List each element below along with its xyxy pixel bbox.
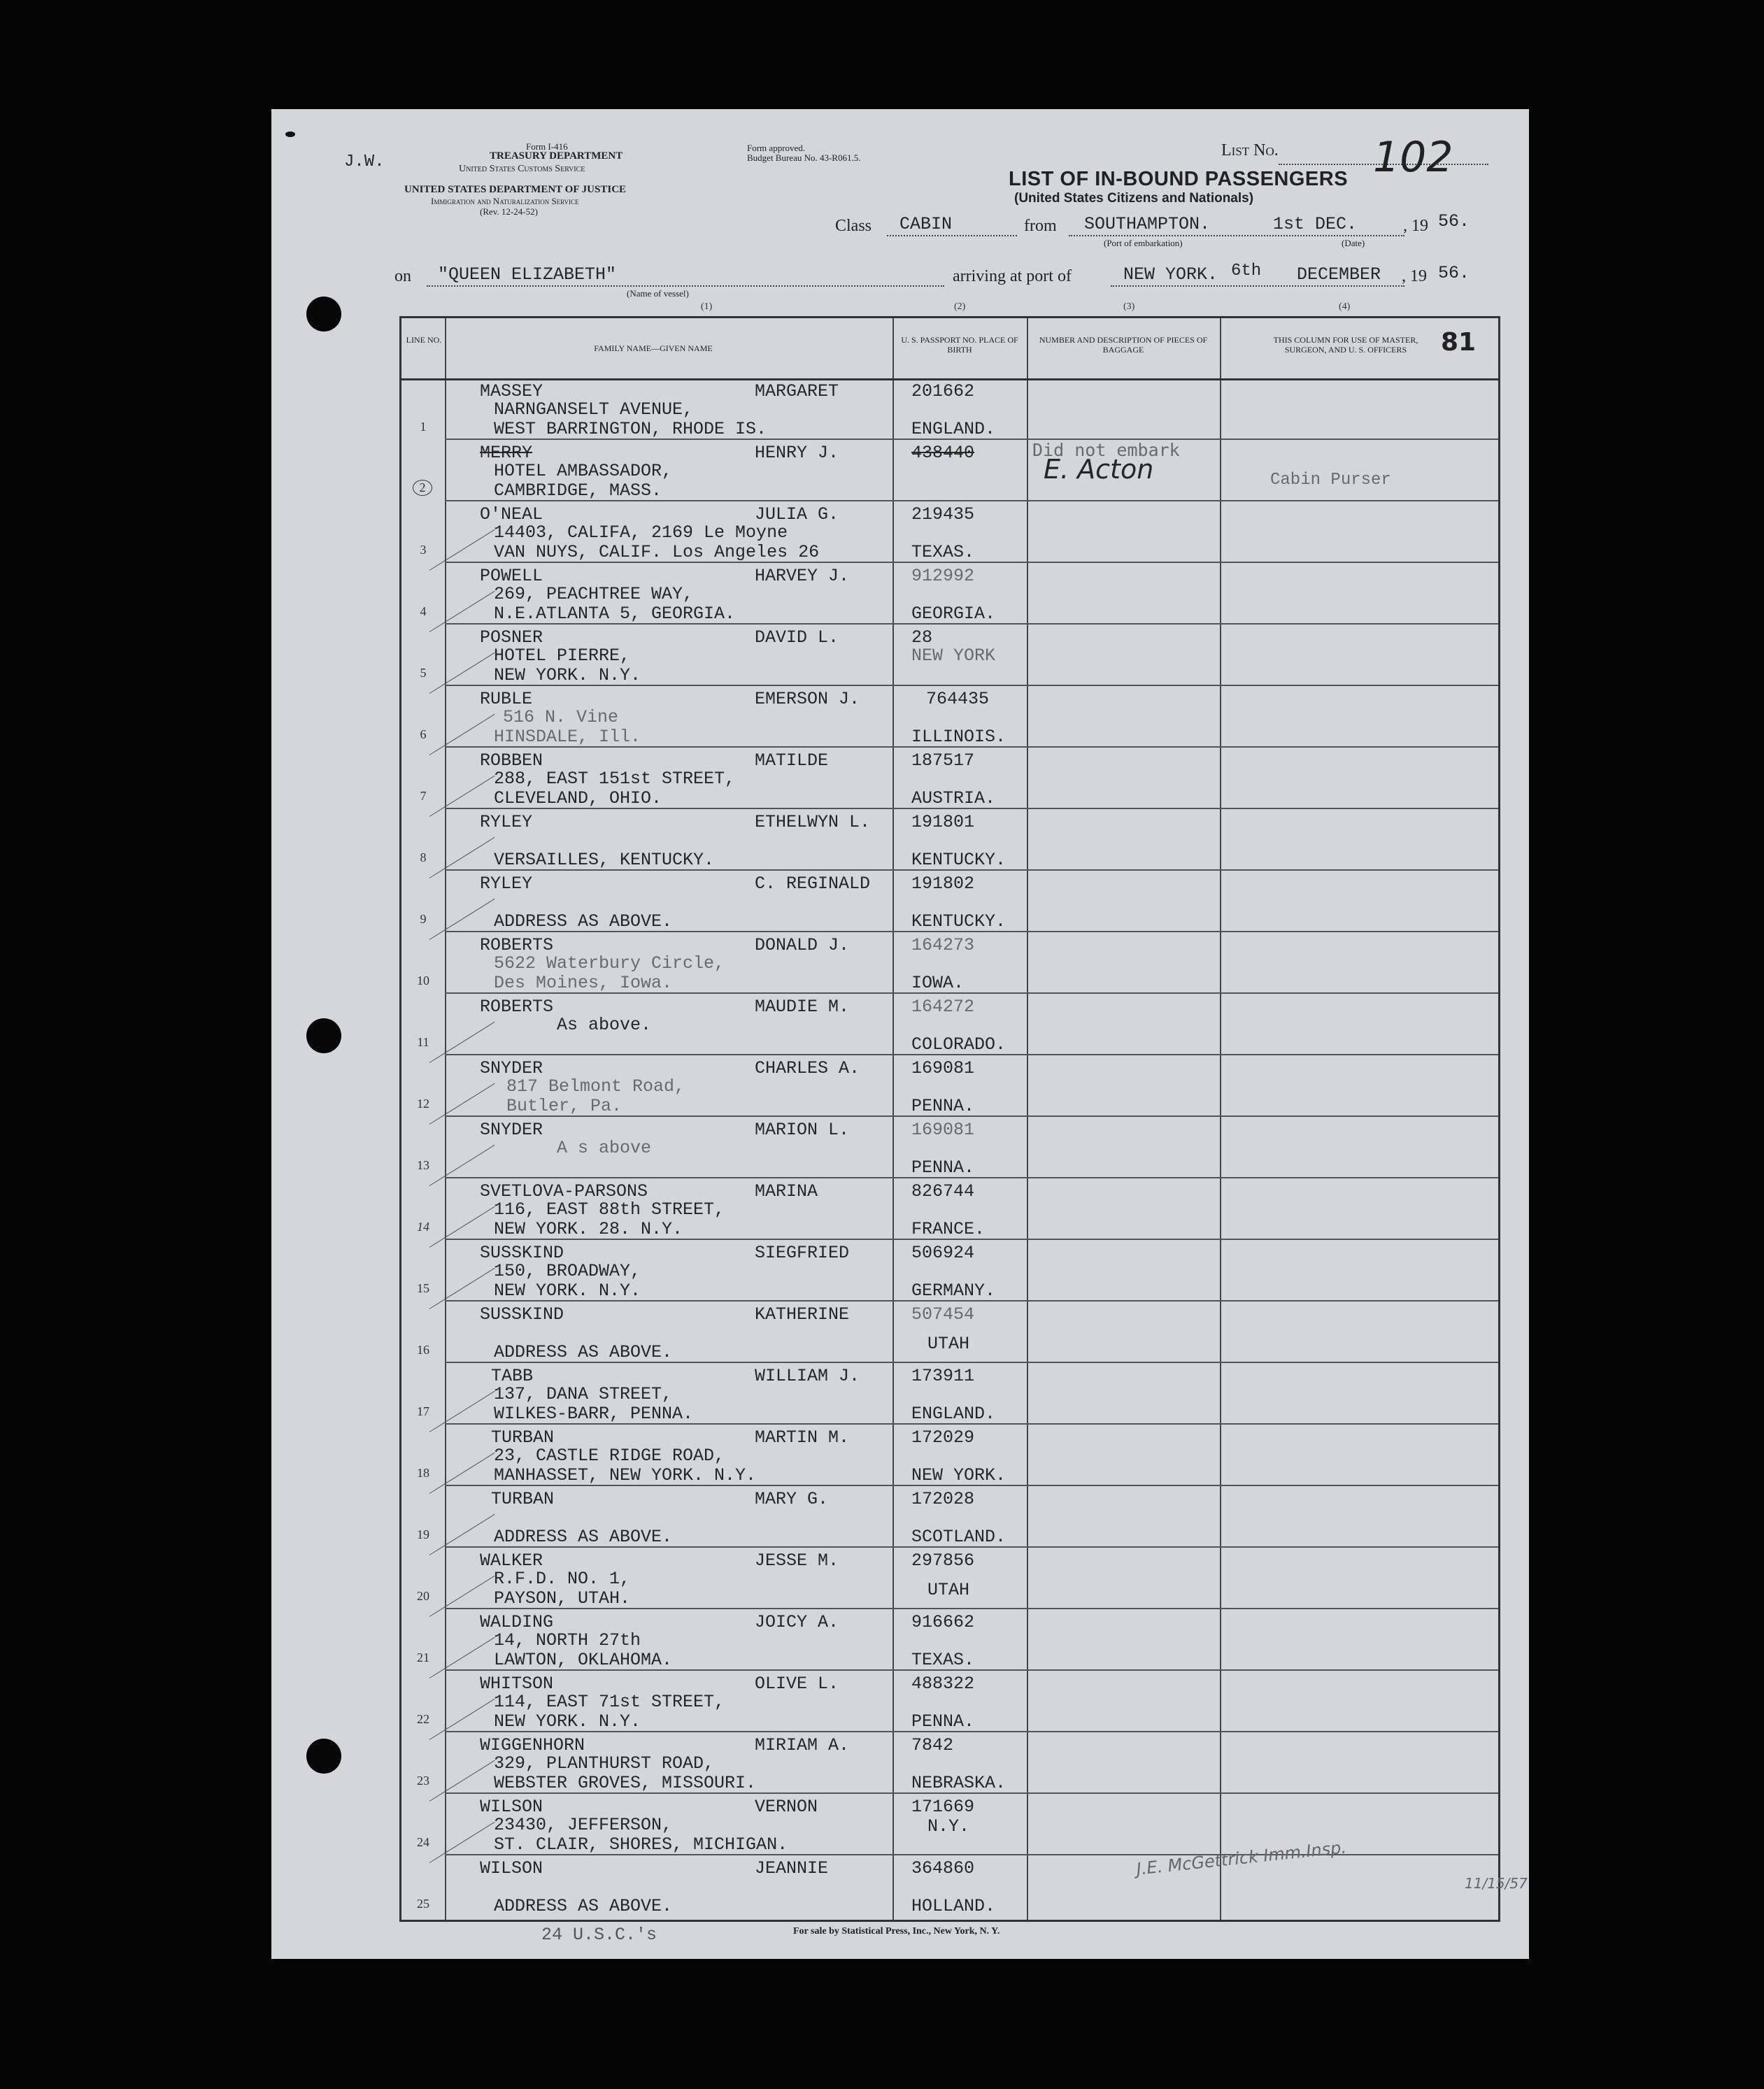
embark-year: 56. [1438,211,1470,231]
address-line-2: WEBSTER GROVES, MISSOURI. [494,1773,757,1793]
given-name: MARION L. [755,1120,850,1140]
given-name: MARTIN M. [755,1427,850,1448]
address-line-2: LAWTON, OKLAHOMA. [494,1650,673,1670]
address-line-1: 116, EAST 88th STREET, [494,1199,725,1220]
passport-number: 187517 [911,750,975,771]
line-number: 3 [420,543,427,557]
address-line-1: 516 N. Vine [503,707,619,727]
passport-number: 364860 [911,1858,975,1878]
line-number: 8 [420,850,427,864]
list-number-label: List No. [1221,141,1279,159]
family-name: WALKER [480,1550,543,1571]
place-of-birth: KENTUCKY. [911,850,1007,870]
address-line-1: 288, EAST 151st STREET, [494,769,736,789]
family-name: ROBBEN [480,750,543,771]
address-line-2: ADDRESS AS ABOVE. [494,1342,673,1362]
punch-hole-middle [306,1018,341,1053]
family-name: WIGGENHORN [480,1735,585,1755]
passenger-row [401,1055,1498,1117]
header-passport: U. S. PASSPORT NO. PLACE OF BIRTH [901,335,1018,355]
address-line-2: VERSAILLES, KENTUCKY. [494,850,715,870]
passport-number: 297856 [911,1550,975,1571]
passenger-row [401,932,1498,994]
passenger-row [401,1671,1498,1732]
line-number: 23 [417,1774,429,1788]
place-of-birth: KENTUCKY. [911,911,1007,932]
passenger-row [401,1363,1498,1425]
from-label: from [1024,217,1057,235]
place-of-birth: FRANCE. [911,1219,986,1239]
family-name: SNYDER [480,1058,543,1078]
passenger-row [401,1486,1498,1548]
arrival-port: NEW YORK. [1123,264,1218,285]
address-line-2: MANHASSET, NEW YORK. N.Y. [494,1465,757,1485]
passenger-row [401,1240,1498,1302]
passport-number: 191801 [911,812,975,832]
given-name: JOICY A. [755,1612,839,1632]
place-of-birth: PENNA. [911,1711,975,1732]
place-of-birth: COLORADO. [911,1034,1007,1055]
line-number: 14 [417,1220,429,1234]
address-line-1: 5622 Waterbury Circle, [494,953,725,974]
family-name: WILSON [480,1858,543,1878]
line-number: 15 [417,1281,429,1295]
passenger-row [401,748,1498,809]
table-header [401,318,1498,380]
punch-hole-bottom [306,1739,341,1774]
given-name: MARINA [755,1181,818,1202]
passport-number: 172028 [911,1489,975,1509]
line-number: 17 [417,1404,429,1418]
line-number: 22 [417,1712,429,1726]
address-line-1: 114, EAST 71st STREET, [494,1692,725,1712]
address-line-2: PAYSON, UTAH. [494,1588,631,1609]
line-number: 20 [417,1589,429,1603]
address-line-1: 137, DANA STREET, [494,1384,673,1404]
line-number: 16 [417,1343,429,1357]
line-number: 9 [420,912,427,926]
port-embarkation-caption: (Port of embarkation) [1104,238,1183,248]
given-name: VERNON [755,1797,818,1817]
place-of-birth: UTAH [927,1334,970,1354]
family-name: RUBLE [480,689,533,709]
given-name: DONALD J. [755,935,850,955]
address-line-2: Des Moines, Iowa. [494,973,673,993]
family-name: ROBERTS [480,997,554,1017]
address-line-1: 23, CASTLE RIDGE ROAD, [494,1446,725,1466]
passport-number: 488322 [911,1674,975,1694]
vessel-underline [427,285,944,287]
place-of-birth: ENGLAND. [911,1404,996,1424]
family-name: MERRY [480,443,533,463]
address-line-2: CAMBRIDGE, MASS. [494,480,662,501]
passenger-row [401,809,1498,871]
family-name: SVETLOVA-PARSONS [480,1181,648,1202]
ink-smudge [285,131,295,137]
family-name: RYLEY [480,812,533,832]
embark-underline [1069,235,1404,236]
punch-hole-top [306,297,341,331]
passport-number: 7842 [911,1735,954,1755]
given-name: HENRY J. [755,443,839,463]
place-of-birth: IOWA. [911,973,965,993]
given-name: JESSE M. [755,1550,839,1571]
inspector-date: 11/15/57 [1465,1875,1528,1892]
place-of-birth: GEORGIA. [911,604,996,624]
header-name: FAMILY NAME—GIVEN NAME [594,343,713,353]
place-of-birth: AUSTRIA. [911,788,996,808]
table-stamp-number: 81 [1441,328,1477,357]
family-name: TURBAN [491,1489,555,1509]
family-name: TURBAN [491,1427,555,1448]
given-name: MARY G. [755,1489,829,1509]
line-number: 5 [420,666,427,680]
passport-number: 169081 [911,1120,975,1140]
passenger-row [401,686,1498,748]
embarkation-port: SOUTHAMPTON. [1084,214,1211,234]
column-number-4: (4) [1339,301,1351,312]
line-number: 10 [417,974,429,988]
given-name: MAUDIE M. [755,997,850,1017]
did-not-embark-note: Did not embark [1032,440,1180,460]
family-name: MASSEY [480,381,543,401]
passenger-row [401,625,1498,686]
passenger-manifest-sheet [271,109,1529,1959]
line-number: 2 [413,480,432,496]
passport-number: 171669 [911,1797,975,1817]
clerk-initials: J.W. [344,152,385,171]
class-label: Class [835,217,872,235]
arrival-day: 6th [1231,262,1262,280]
line-number: 21 [417,1650,429,1664]
given-name: SIEGFRIED [755,1243,850,1263]
passenger-row [401,1117,1498,1178]
place-of-birth: SCOTLAND. [911,1527,1007,1547]
given-name: DAVID L. [755,627,839,648]
line-number: 4 [420,604,427,618]
inspector-signature: J.E. McGettrick Imm.Insp. [1135,1837,1348,1879]
family-name: WILSON [480,1797,543,1817]
given-name: EMERSON J. [755,689,860,709]
purser-signature: E. Acton [1044,454,1154,485]
address-line-2: ADDRESS AS ABOVE. [494,1896,673,1916]
family-name: POSNER [480,627,543,648]
class-underline [887,235,1017,236]
place-of-birth: N.Y. [927,1816,970,1837]
customs-service: United States Customs Service [459,164,585,174]
place-of-birth: NEBRASKA. [911,1773,1007,1793]
address-line-2: Butler, Pa. [506,1096,623,1116]
passenger-row [401,871,1498,932]
header-line-no: LINE NO. [406,335,442,345]
given-name: KATHERINE [755,1304,850,1325]
cabin-purser-label: Cabin Purser [1270,471,1391,490]
passport-number: 164272 [911,997,975,1017]
place-of-birth: HOLLAND. [911,1896,996,1916]
address-line-2: WEST BARRINGTON, RHODE IS. [494,419,767,439]
address-line-1: HOTEL AMBASSADOR, [494,461,673,481]
address-line-2: CLEVELAND, OHIO. [494,788,662,808]
form-number: Form I-416 [526,141,568,152]
address-line-1: R.F.D. NO. 1, [494,1569,631,1589]
line-number: 12 [417,1097,429,1111]
family-name: WHITSON [480,1674,554,1694]
passport-number: 826744 [911,1181,975,1202]
passenger-row [401,440,1498,501]
place-of-birth: NEW YORK. [911,1465,1007,1485]
family-name: WALDING [480,1612,554,1632]
passport-number: 201662 [911,381,975,401]
given-name: ETHELWYN L. [755,812,871,832]
line-number: 6 [420,727,427,741]
passport-number: 28 [911,627,933,648]
passport-number: 191802 [911,874,975,894]
address-line-2: NEW YORK. 28. N.Y. [494,1219,683,1239]
column-number-2: (2) [954,301,966,312]
place-of-birth: GERMANY. [911,1281,996,1301]
family-name: TABB [491,1366,534,1386]
total-count: 24 U.S.C.'s [541,1925,657,1945]
address-line-1: 817 Belmont Road, [506,1076,685,1097]
given-name: JULIA G. [755,504,839,525]
budget-bureau-number: Budget Bureau No. 43-R061.5. [747,152,861,163]
address-line-2: VAN NUYS, CALIF. Los Angeles 26 [494,542,820,562]
address-line-1: 329, PLANTHURST ROAD, [494,1753,715,1774]
passenger-row [401,1732,1498,1794]
given-name: MARGARET [755,381,839,401]
given-name: JEANNIE [755,1858,829,1878]
arrival-underline [1111,285,1404,287]
place-of-birth: PENNA. [911,1157,975,1178]
line-number: 13 [417,1158,429,1172]
form-revision: (Rev. 12-24-52) [480,206,538,217]
year-prefix-1: , 19 [1403,217,1428,235]
manifest-subtitle: (United States Citizens and Nationals) [1014,191,1254,206]
immigration-service: Immigration and Naturalization Service [431,196,579,206]
header-baggage: NUMBER AND DESCRIPTION OF PIECES OF BAGGAGE [1039,335,1208,355]
address-line-1: 269, PEACHTREE WAY, [494,584,694,604]
year-prefix-2: , 19 [1402,267,1427,285]
arrival-month: DECEMBER [1297,264,1381,285]
family-name: POWELL [480,566,543,586]
address-line-1: 23430, JEFFERSON, [494,1815,673,1835]
line-number: 1 [420,420,427,434]
passenger-row [401,1609,1498,1671]
passenger-row [401,378,1498,440]
passenger-row [401,501,1498,563]
family-name: SNYDER [480,1120,543,1140]
line-number: 25 [417,1897,429,1911]
embarkation-date: 1st DEC. [1273,214,1358,234]
family-name: O'NEAL [480,504,543,525]
passport-number: 916662 [911,1612,975,1632]
date-caption: (Date) [1342,238,1365,248]
address-line-2: N.E.ATLANTA 5, GEORGIA. [494,604,736,624]
address-line-1: 14403, CALIFA, 2169 Le Moyne [494,522,788,543]
passport-number: 164273 [911,935,975,955]
line-number: 18 [417,1466,429,1480]
address-line-2: ADDRESS AS ABOVE. [494,1527,673,1547]
place-of-birth: TEXAS. [911,542,975,562]
form-approved: Form approved. [747,143,806,153]
passport-number: 764435 [926,689,990,709]
address-line-2: NEW YORK. N.Y. [494,665,641,685]
given-name: CHARLES A. [755,1058,860,1078]
address-line-2: ADDRESS AS ABOVE. [494,911,673,932]
passport-number: 219435 [911,504,975,525]
family-name: SUSSKIND [480,1304,564,1325]
manifest-title: LIST OF IN-BOUND PASSENGERS [1009,168,1349,190]
address-line-2: NEW YORK. N.Y. [494,1711,641,1732]
passenger-row [401,1425,1498,1486]
place-of-birth: ILLINOIS. [911,727,1007,747]
passenger-row [401,1548,1498,1609]
address-line-1: 14, NORTH 27th [494,1630,641,1650]
given-name: HARVEY J. [755,566,850,586]
line-number: 7 [420,789,427,803]
treasury-department: TREASURY DEPARTMENT [490,150,623,162]
passport-number: 172029 [911,1427,975,1448]
column-number-3: (3) [1123,301,1135,312]
family-name: ROBERTS [480,935,554,955]
place-of-birth: UTAH [927,1580,970,1600]
passenger-row [401,1178,1498,1240]
place-of-birth: PENNA. [911,1096,975,1116]
address-line-1: NARNGANSELT AVENUE, [494,399,694,420]
given-name: OLIVE L. [755,1674,839,1694]
header-officers: THIS COLUMN FOR USE OF MASTER, SURGEON, AND U. S. OFFICERS [1273,335,1418,355]
passenger-table [399,301,1528,1922]
passport-number: 912992 [911,566,975,586]
line-number: 11 [417,1035,429,1049]
passenger-row [401,1302,1498,1363]
arrival-year: 56. [1438,263,1470,283]
line-number: 19 [417,1527,429,1541]
vessel-caption: (Name of vessel) [627,288,689,299]
address-line-2: WILKES-BARR, PENNA. [494,1404,694,1424]
vessel-name: "QUEEN ELIZABETH" [438,264,617,285]
given-name: MIRIAM A. [755,1735,850,1755]
place-of-birth: TEXAS. [911,1650,975,1670]
passport-number: 169081 [911,1058,975,1078]
given-name: C. REGINALD [755,874,871,894]
place-of-birth: NEW YORK [911,646,996,666]
passport-number: 507454 [911,1304,975,1325]
column-number-1: (1) [701,301,713,312]
passport-number: 506924 [911,1243,975,1263]
address-line-2: NEW YORK. N.Y. [494,1281,641,1301]
given-name: MATILDE [755,750,829,771]
list-number-value: 102 [1373,133,1453,182]
arriving-label: arriving at port of [953,267,1072,285]
department-of-justice: UNITED STATES DEPARTMENT OF JUSTICE [404,184,627,195]
class-value: CABIN [899,214,953,234]
line-number: 24 [417,1835,429,1849]
address-line-1: As above. [557,1015,652,1035]
family-name: RYLEY [480,874,533,894]
given-name: WILLIAM J. [755,1366,860,1386]
address-line-2: HINSDALE, Ill. [494,727,641,747]
printer-footer: For sale by Statistical Press, Inc., New York, N. Y. [793,1926,1000,1937]
place-of-birth: ENGLAND. [911,419,996,439]
address-line-1: A s above [557,1138,652,1158]
family-name: SUSSKIND [480,1243,564,1263]
address-line-1: HOTEL PIERRE, [494,646,631,666]
address-line-2: ST. CLAIR, SHORES, MICHIGAN. [494,1834,788,1855]
on-label: on [394,267,411,285]
address-line-1: 150, BROADWAY, [494,1261,641,1281]
passport-number: 438440 [911,443,975,463]
passenger-row [401,994,1498,1055]
passport-number: 173911 [911,1366,975,1386]
passenger-row [401,563,1498,625]
